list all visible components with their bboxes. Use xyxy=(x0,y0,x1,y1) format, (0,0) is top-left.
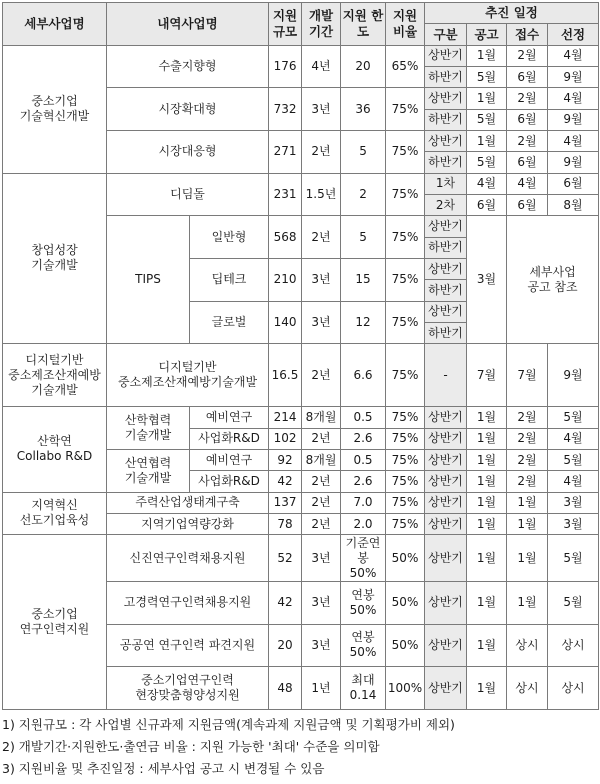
header-bizname: 세부사업명 xyxy=(3,3,107,46)
subbiz-name: 신진연구인력채용지원 xyxy=(107,535,269,582)
group-name: 중소기업 기술혁신개발 xyxy=(3,45,107,173)
period-cell: 3년 xyxy=(302,624,341,667)
notice-cell: 6월 xyxy=(467,194,507,215)
scale-cell: 231 xyxy=(269,173,302,216)
group-name: 창업성장 기술개발 xyxy=(3,173,107,344)
receipt-cell: 6월 xyxy=(507,109,548,130)
type-cell: 상반기 xyxy=(425,130,467,151)
header-schedule: 추진 일정 xyxy=(425,3,599,24)
notice-cell: 1월 xyxy=(467,45,507,66)
notice-cell: 1월 xyxy=(467,667,507,710)
type-cell: 상반기 xyxy=(425,513,467,534)
notice-cell: 7월 xyxy=(467,344,507,407)
ratio-cell: 50% xyxy=(386,535,425,582)
limit-cell: 2.6 xyxy=(341,471,386,492)
ratio-cell: 75% xyxy=(386,88,425,131)
ratio-cell: 75% xyxy=(386,301,425,344)
notice-cell: 1월 xyxy=(467,581,507,624)
type-cell: 하반기 xyxy=(425,237,467,258)
type-cell: 상반기 xyxy=(425,581,467,624)
receipt-cell: 1월 xyxy=(507,535,548,582)
receipt-cell: 1월 xyxy=(507,492,548,513)
subbiz-name: 시장대응형 xyxy=(107,130,269,173)
receipt-cell: 6월 xyxy=(507,66,548,87)
scale-cell: 140 xyxy=(269,301,302,344)
group-name: 디지털기반 중소제조산재예방 기술개발 xyxy=(3,344,107,407)
notice-cell: 5월 xyxy=(467,66,507,87)
type-cell: 상반기 xyxy=(425,45,467,66)
ratio-cell: 75% xyxy=(386,173,425,216)
detail-name: 사업화R&D xyxy=(190,471,269,492)
ratio-cell: 50% xyxy=(386,581,425,624)
period-cell: 3년 xyxy=(302,535,341,582)
type-cell: 상반기 xyxy=(425,88,467,109)
footnotes xyxy=(2,714,598,780)
scale-cell: 568 xyxy=(269,216,302,259)
select-cell: 3월 xyxy=(548,492,599,513)
type-cell: 상반기 xyxy=(425,667,467,710)
receipt-cell: 1월 xyxy=(507,581,548,624)
receipt-cell: 상시 xyxy=(507,667,548,710)
notice-cell: 1월 xyxy=(467,449,507,470)
ratio-cell: 75% xyxy=(386,344,425,407)
subbiz-name: 수출지향형 xyxy=(107,45,269,88)
ratio-cell: 65% xyxy=(386,45,425,88)
subbiz-name: 공공연 연구인력 파견지원 xyxy=(107,624,269,667)
receipt-cell: 2월 xyxy=(507,449,548,470)
limit-cell: 6.6 xyxy=(341,344,386,407)
limit-cell: 5 xyxy=(341,130,386,173)
period-cell: 2년 xyxy=(302,344,341,407)
group-name: 지역혁신 선도기업육성 xyxy=(3,492,107,535)
ratio-cell: 75% xyxy=(386,471,425,492)
type-cell: 하반기 xyxy=(425,152,467,173)
detail-name: 딥테크 xyxy=(190,258,269,301)
ratio-cell: 75% xyxy=(386,216,425,259)
receipt-cell: 7월 xyxy=(507,344,548,407)
limit-cell: 20 xyxy=(341,45,386,88)
period-cell: 1.5년 xyxy=(302,173,341,216)
select-cell: 4월 xyxy=(548,471,599,492)
period-cell: 8개월 xyxy=(302,407,341,428)
footnote-2: 2) 개발기간·지원한도·출연금 비율 : 지원 가능한 '최대' 수준을 의미함 xyxy=(2,739,380,754)
receipt-cell: 2월 xyxy=(507,407,548,428)
select-cell: 5월 xyxy=(548,535,599,582)
limit-cell: 12 xyxy=(341,301,386,344)
period-cell: 1년 xyxy=(302,667,341,710)
type-cell: 2차 xyxy=(425,194,467,215)
receipt-cell: 6월 xyxy=(507,152,548,173)
select-cell: 상시 xyxy=(548,667,599,710)
scale-cell: 271 xyxy=(269,130,302,173)
select-cell: 4월 xyxy=(548,130,599,151)
detail-name: 예비연구 xyxy=(190,449,269,470)
receipt-cell: 6월 xyxy=(507,194,548,215)
receipt-cell: 4월 xyxy=(507,173,548,194)
scale-cell: 16.5 xyxy=(269,344,302,407)
period-cell: 3년 xyxy=(302,581,341,624)
scale-cell: 92 xyxy=(269,449,302,470)
type-cell: 하반기 xyxy=(425,109,467,130)
limit-cell: 0.5 xyxy=(341,449,386,470)
period-cell: 2년 xyxy=(302,513,341,534)
notice-cell: 1월 xyxy=(467,471,507,492)
period-cell: 2년 xyxy=(302,216,341,259)
header-subbiz: 내역사업명 xyxy=(107,3,269,46)
ratio-cell: 75% xyxy=(386,130,425,173)
ratio-cell: 75% xyxy=(386,449,425,470)
ratio-cell: 75% xyxy=(386,407,425,428)
detail-name: 사업화R&D xyxy=(190,428,269,449)
detail-name: 글로벌 xyxy=(190,301,269,344)
select-cell: 4월 xyxy=(548,45,599,66)
receipt-cell: 2월 xyxy=(507,471,548,492)
header-select: 선정 xyxy=(548,24,599,45)
select-cell: 4월 xyxy=(548,428,599,449)
header-type: 구분 xyxy=(425,24,467,45)
header-period: 개발 기간 xyxy=(302,3,341,46)
limit-cell: 2.6 xyxy=(341,428,386,449)
period-cell: 4년 xyxy=(302,45,341,88)
group-name: 산학연 Collabo R&D xyxy=(3,407,107,492)
notice-cell: 3월 xyxy=(467,216,507,344)
type-cell: 상반기 xyxy=(425,216,467,237)
limit-cell: 2.0 xyxy=(341,513,386,534)
type-cell: 상반기 xyxy=(425,428,467,449)
notice-cell: 1월 xyxy=(467,428,507,449)
subbiz-name: 고경력연구인력채용지원 xyxy=(107,581,269,624)
period-cell: 3년 xyxy=(302,258,341,301)
type-cell: 상반기 xyxy=(425,301,467,322)
subbiz-name: 산학협력 기술개발 xyxy=(107,407,190,450)
notice-cell: 5월 xyxy=(467,152,507,173)
scale-cell: 102 xyxy=(269,428,302,449)
type-cell: 상반기 xyxy=(425,449,467,470)
detail-name: 일반형 xyxy=(190,216,269,259)
period-cell: 2년 xyxy=(302,492,341,513)
period-cell: 3년 xyxy=(302,301,341,344)
limit-cell: 36 xyxy=(341,88,386,131)
header-scale: 지원 규모 xyxy=(269,3,302,46)
select-cell: 9월 xyxy=(548,344,599,407)
header-limit: 지원 한도 xyxy=(341,3,386,46)
limit-cell: 2 xyxy=(341,173,386,216)
select-cell: 5월 xyxy=(548,407,599,428)
type-cell: 상반기 xyxy=(425,258,467,279)
limit-cell: 5 xyxy=(341,216,386,259)
type-cell: 하반기 xyxy=(425,280,467,301)
select-cell: 4월 xyxy=(548,88,599,109)
notice-cell: 1월 xyxy=(467,624,507,667)
subbiz-name: 시장확대형 xyxy=(107,88,269,131)
ratio-cell: 50% xyxy=(386,624,425,667)
scale-cell: 78 xyxy=(269,513,302,534)
scale-cell: 48 xyxy=(269,667,302,710)
notice-cell: 4월 xyxy=(467,173,507,194)
select-cell: 6월 xyxy=(548,173,599,194)
select-cell: 8월 xyxy=(548,194,599,215)
limit-cell: 7.0 xyxy=(341,492,386,513)
select-cell: 상시 xyxy=(548,624,599,667)
notice-cell: 1월 xyxy=(467,492,507,513)
scale-cell: 214 xyxy=(269,407,302,428)
header-ratio: 지원 비율 xyxy=(386,3,425,46)
scale-cell: 137 xyxy=(269,492,302,513)
limit-cell: 기준연봉 50% xyxy=(341,535,386,582)
subbiz-name: 중소기업연구인력 현장맞춤형양성지원 xyxy=(107,667,269,710)
detail-name: 예비연구 xyxy=(190,407,269,428)
type-cell: 하반기 xyxy=(425,66,467,87)
period-cell: 2년 xyxy=(302,471,341,492)
scale-cell: 732 xyxy=(269,88,302,131)
receipt-cell: 2월 xyxy=(507,45,548,66)
type-cell: 하반기 xyxy=(425,322,467,343)
type-cell: - xyxy=(425,344,467,407)
notice-cell: 1월 xyxy=(467,407,507,428)
scale-cell: 42 xyxy=(269,471,302,492)
notice-cell: 5월 xyxy=(467,109,507,130)
period-cell: 2년 xyxy=(302,130,341,173)
limit-cell: 연봉 50% xyxy=(341,624,386,667)
receipt-cell: 상시 xyxy=(507,624,548,667)
type-cell: 상반기 xyxy=(425,492,467,513)
receipt-cell: 2월 xyxy=(507,88,548,109)
subbiz-name: 주력산업생태계구축 xyxy=(107,492,269,513)
limit-cell: 0.5 xyxy=(341,407,386,428)
type-cell: 상반기 xyxy=(425,535,467,582)
subbiz-name: 산연협력 기술개발 xyxy=(107,449,190,492)
select-cell: 9월 xyxy=(548,109,599,130)
period-cell: 2년 xyxy=(302,428,341,449)
type-cell: 상반기 xyxy=(425,471,467,492)
support-program-table xyxy=(2,2,599,710)
notice-cell: 1월 xyxy=(467,130,507,151)
footnote-3: 3) 지원비율 및 추진일정 : 세부사업 공고 시 변경될 수 있음 xyxy=(2,761,325,776)
limit-cell: 15 xyxy=(341,258,386,301)
ratio-cell: 75% xyxy=(386,513,425,534)
subbiz-name: 디지털기반 중소제조산재예방기술개발 xyxy=(107,344,269,407)
period-cell: 8개월 xyxy=(302,449,341,470)
limit-cell: 연봉 50% xyxy=(341,581,386,624)
notice-cell: 1월 xyxy=(467,88,507,109)
scale-cell: 20 xyxy=(269,624,302,667)
header-notice: 공고 xyxy=(467,24,507,45)
scale-cell: 210 xyxy=(269,258,302,301)
ratio-cell: 75% xyxy=(386,428,425,449)
select-cell: 3월 xyxy=(548,513,599,534)
scale-cell: 176 xyxy=(269,45,302,88)
select-cell: 5월 xyxy=(548,581,599,624)
receipt-cell: 2월 xyxy=(507,428,548,449)
select-cell: 9월 xyxy=(548,152,599,173)
notice-cell: 1월 xyxy=(467,535,507,582)
subbiz-name: 디딤돌 xyxy=(107,173,269,216)
group-name: 중소기업 연구인력지원 xyxy=(3,535,107,710)
subbiz-name: TIPS xyxy=(107,216,190,344)
tips-note: 세부사업 공고 참조 xyxy=(507,216,599,344)
type-cell: 상반기 xyxy=(425,407,467,428)
select-cell: 9월 xyxy=(548,66,599,87)
ratio-cell: 100% xyxy=(386,667,425,710)
period-cell: 3년 xyxy=(302,88,341,131)
ratio-cell: 75% xyxy=(386,258,425,301)
receipt-cell: 1월 xyxy=(507,513,548,534)
scale-cell: 52 xyxy=(269,535,302,582)
scale-cell: 42 xyxy=(269,581,302,624)
type-cell: 상반기 xyxy=(425,624,467,667)
subbiz-name: 지역기업역량강화 xyxy=(107,513,269,534)
header-receipt: 접수 xyxy=(507,24,548,45)
limit-cell: 최대 0.14 xyxy=(341,667,386,710)
receipt-cell: 2월 xyxy=(507,130,548,151)
footnote-1: 1) 지원규모 : 각 사업별 신규과제 지원금액(계속과제 지원금액 및 기획평가비 제외) xyxy=(2,717,455,732)
notice-cell: 1월 xyxy=(467,513,507,534)
type-cell: 1차 xyxy=(425,173,467,194)
ratio-cell: 75% xyxy=(386,492,425,513)
select-cell: 5월 xyxy=(548,449,599,470)
